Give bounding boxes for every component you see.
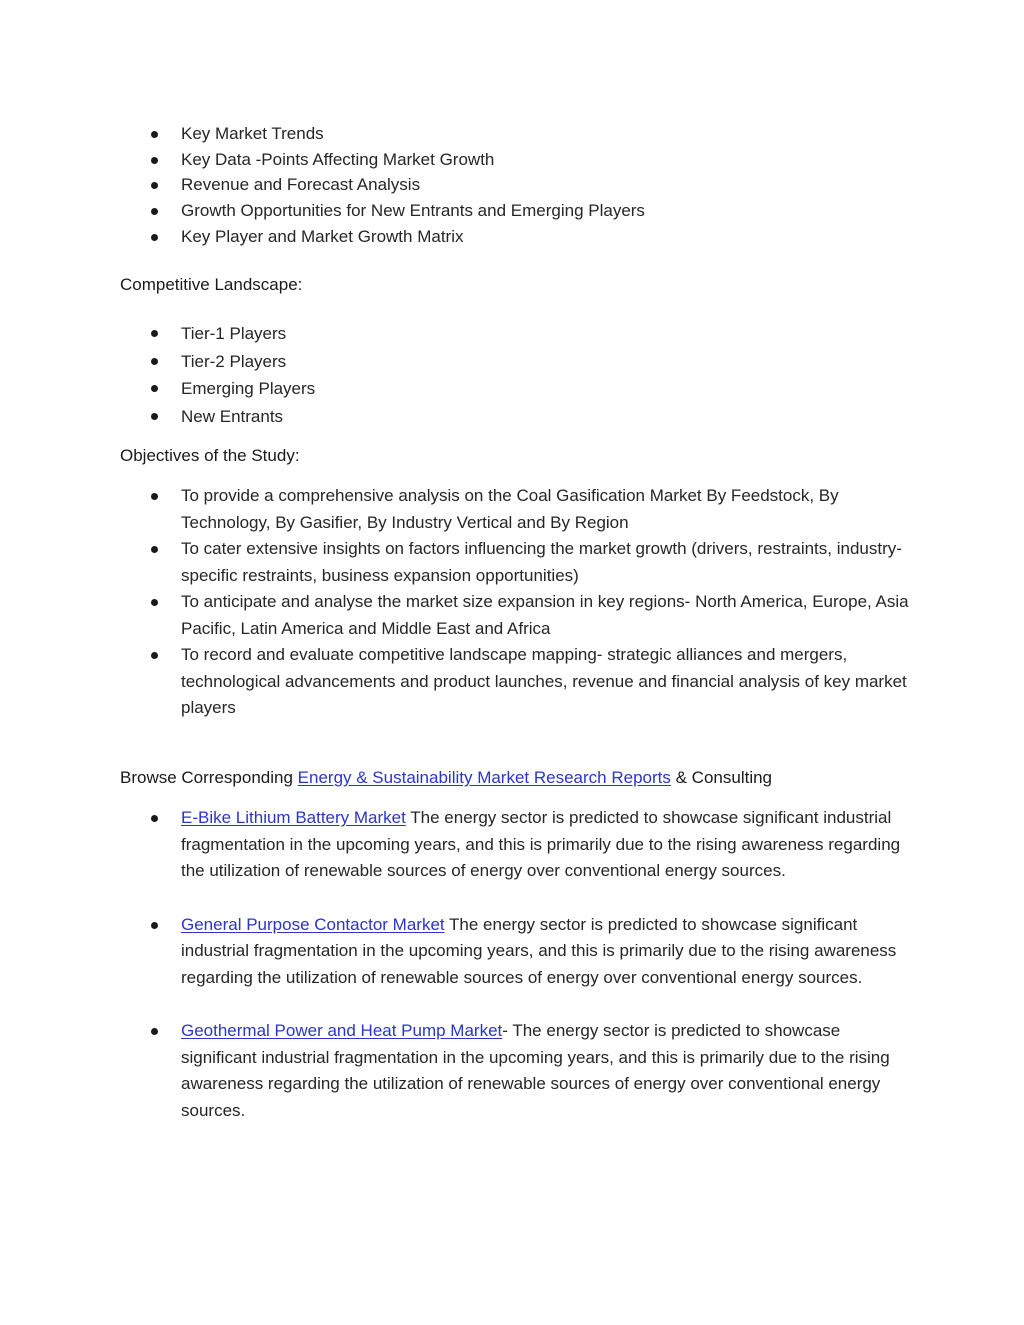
list-item — [0, 536, 1024, 589]
competitive-landscape-list — [0, 320, 1024, 430]
ebike-battery-market-link[interactable]: E-Bike Lithium Battery Market — [181, 808, 406, 827]
list-item-text: New Entrants — [181, 406, 284, 426]
objectives-heading: Objectives of the Study: — [120, 446, 300, 465]
bullet-icon — [151, 1028, 158, 1035]
list-item — [0, 320, 1024, 348]
list-item-text: Key Player and Market Growth Matrix — [181, 226, 464, 246]
objectives-list — [0, 483, 1024, 722]
list-item-text: Key Data -Points Affecting Market Growth — [181, 149, 495, 169]
list-item-text: To cater extensive insights on factors influencing the market growth (drivers, restraints, industry-specific restraints, business expansion opportunities) — [181, 539, 902, 585]
list-item-text: Key Market Trends — [181, 124, 324, 143]
list-item — [0, 483, 1024, 536]
list-item-text: Growth Opportunities for New Entrants and Emerging Players — [181, 201, 645, 221]
list-item-text: To record and evaluate competitive landscape mapping- strategic alliances and mergers, technological advancements and product launches, revenue and financial analysis of key market players — [181, 645, 907, 717]
market-description: - The energy sector is predicted to showcase significant industrial fragmentation in the upcoming years, and this is primarily due to the rising awareness regarding the utilization of renewable sources of energy over conventional energy sources. — [181, 1021, 890, 1120]
bullet-icon — [151, 922, 158, 929]
energy-reports-link[interactable]: Energy & Sustainability Market Research Reports — [297, 768, 671, 787]
list-item-text: Tier-1 Players — [181, 324, 287, 343]
list-item — [0, 805, 1024, 885]
list-item — [0, 912, 1024, 992]
list-item — [0, 348, 1024, 376]
list-item — [0, 172, 1024, 198]
bullet-icon — [151, 385, 158, 392]
bullet-icon — [151, 208, 158, 215]
list-item-text: To anticipate and analyse the market size expansion in key regions- North America, Europe, Asia Pacific, Latin America and Middle East and Africa — [181, 592, 909, 638]
bullet-icon — [151, 413, 158, 420]
list-item — [0, 198, 1024, 224]
list-item — [0, 147, 1024, 173]
bullet-icon — [151, 131, 158, 138]
list-item-text: To provide a comprehensive analysis on the Coal Gasification Market By Feedstock, By Technology, By Gasifier, By Industry Vertical and By Region — [181, 486, 839, 532]
list-item-text: Tier-2 Players — [181, 351, 287, 371]
list-item — [0, 121, 1024, 147]
list-item — [0, 589, 1024, 642]
bullet-icon — [151, 815, 158, 822]
list-item — [0, 403, 1024, 431]
related-markets-list — [0, 805, 1024, 1151]
list-item-text: Emerging Players — [181, 379, 316, 399]
bullet-icon — [151, 157, 158, 164]
bullet-icon — [151, 493, 158, 500]
bullet-icon — [151, 599, 158, 606]
market-trends-list — [0, 121, 1024, 250]
bullet-icon — [151, 358, 158, 365]
contactor-market-link[interactable]: General Purpose Contactor Market — [181, 914, 445, 934]
list-item — [0, 642, 1024, 722]
list-item — [0, 224, 1024, 250]
competitive-landscape-heading: Competitive Landscape: — [120, 275, 303, 294]
bullet-icon — [151, 234, 158, 241]
list-item-text: Revenue and Forecast Analysis — [181, 175, 421, 195]
bullet-icon — [151, 652, 158, 659]
list-item — [0, 1018, 1024, 1124]
browse-corresponding-line — [120, 767, 772, 789]
geothermal-market-link[interactable]: Geothermal Power and Heat Pump Market — [181, 1021, 503, 1040]
bullet-icon — [151, 330, 158, 337]
market-description: The energy sector is predicted to showcase significant industrial fragmentation in the upcoming years, and this is primarily due to the rising awareness regarding the utilization of renewable sources of energy over conventional energy sources. — [181, 914, 897, 987]
bullet-icon — [151, 182, 158, 189]
list-item — [0, 375, 1024, 403]
browse-suffix: & Consulting — [670, 768, 773, 787]
bullet-icon — [151, 546, 158, 553]
browse-prefix: Browse Corresponding — [120, 768, 298, 787]
market-description: The energy sector is predicted to showcase significant industrial fragmentation in the upcoming years, and this is primarily due to the rising awareness regarding the utilization of renewable sources of energy over conventional energy sources. — [181, 808, 901, 880]
